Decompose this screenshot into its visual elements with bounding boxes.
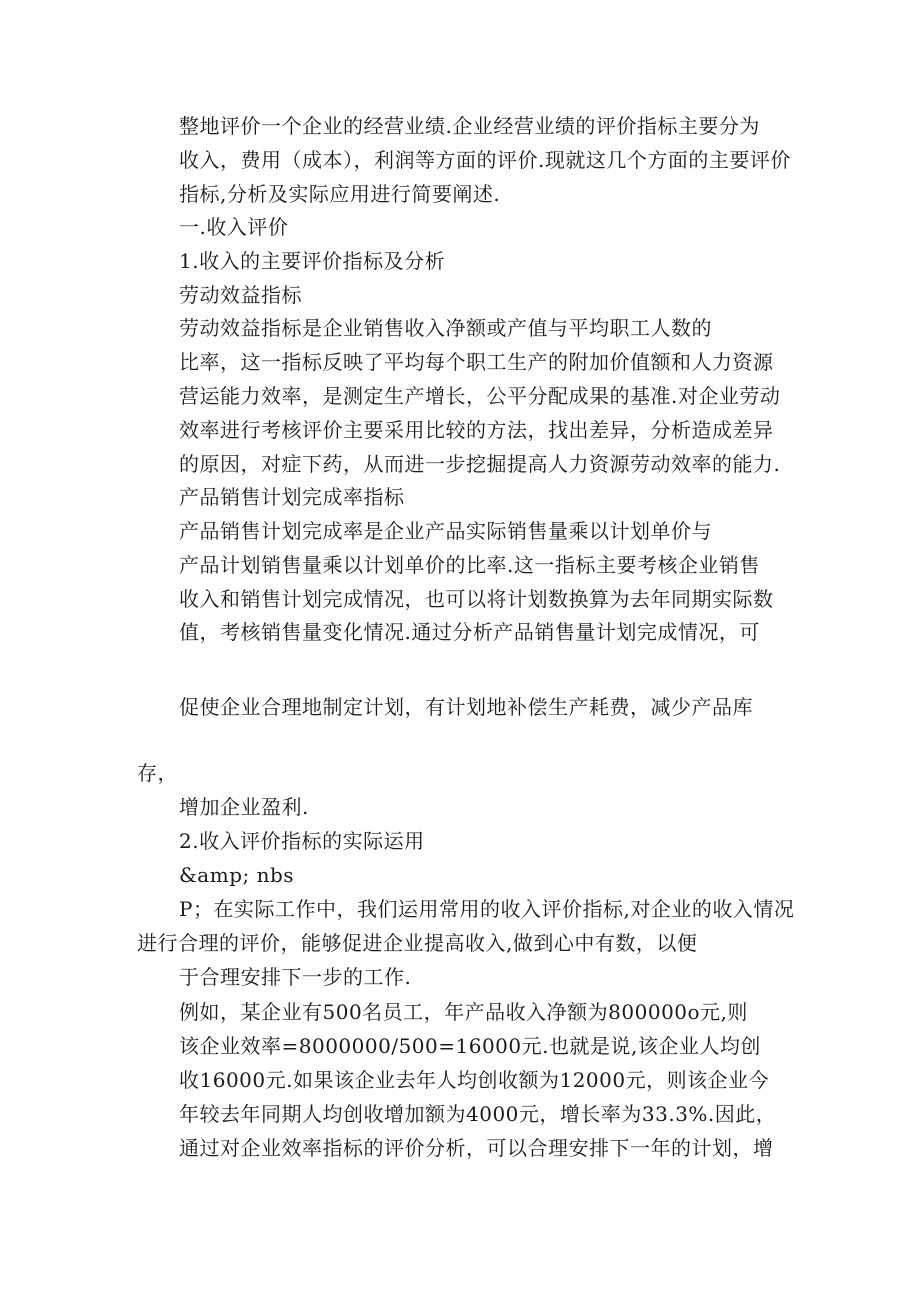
- subsection-heading: 1.收入的主要评价指标及分析: [179, 249, 446, 273]
- text-line: 产品计划销售量乘以计划单价的比率.这一指标主要考核企业销售: [179, 553, 760, 577]
- text-line: 促使企业合理地制定计划，有计划地补偿生产耗费，减少产品库: [179, 695, 753, 719]
- text-line: 通过对企业效率指标的评价分析，可以合理安排下一年的计划，增: [179, 1136, 774, 1160]
- text-line: 产品销售计划完成率是企业产品实际销售量乘以计划单价与: [179, 519, 712, 543]
- section-heading: 一.收入评价: [179, 215, 289, 239]
- text-line: 该企业效率=8000000/500=16000元.也就是说,该企业人均创: [179, 1034, 761, 1058]
- indicator-heading: 劳动效益指标: [179, 283, 302, 307]
- text-line: 收入，费用（成本），利润等方面的评价.现就这几个方面的主要评价: [179, 148, 791, 172]
- text-line: 指标,分析及实际应用进行简要阐述.: [179, 182, 501, 206]
- text-line: P；在实际工作中，我们运用常用的收入评价指标,对企业的收入情况: [179, 897, 795, 921]
- subsection-heading: 2.收入评价指标的实际运用: [179, 829, 425, 853]
- text-line: 收入和销售计划完成情况，也可以将计划数换算为去年同期实际数: [179, 587, 774, 611]
- text-line: 比率，这一指标反映了平均每个职工生产的附加价值额和人力资源: [179, 350, 774, 374]
- text-line: &amp; nbs: [179, 863, 295, 887]
- text-line: 劳动效益指标是企业销售收入净额或产值与平均职工人数的: [179, 316, 712, 340]
- text-line: 值，考核销售量变化情况.通过分析产品销售量计划完成情况，可: [179, 620, 760, 644]
- text-line: 增加企业盈利.: [179, 795, 309, 819]
- text-line: 收16000元.如果该企业去年人均创收额为12000元，则该企业今: [179, 1068, 770, 1092]
- text-line: 的原因，对症下药，从而进一步挖掘提高人力资源劳动效率的能力.: [179, 452, 781, 476]
- text-line: 营运能力效率，是测定生产增长，公平分配成果的基准.对企业劳动: [179, 384, 781, 408]
- indicator-heading: 产品销售计划完成率指标: [179, 485, 405, 509]
- text-line: 于合理安排下一步的工作.: [179, 965, 412, 989]
- text-line: 年较去年同期人均创收增加额为4000元，增长率为33.3%.因此，: [179, 1102, 777, 1126]
- text-line: 例如，某企业有500名员工，年产品收入净额为800000o元,则: [179, 1000, 748, 1024]
- text-line: 存，: [137, 761, 178, 785]
- text-line: 进行合理的评价，能够促进企业提高收入,做到心中有数，以便: [137, 931, 698, 955]
- text-line: 整地评价一个企业的经营业绩.企业经营业绩的评价指标主要分为: [179, 114, 760, 138]
- text-line: 效率进行考核评价主要采用比较的方法，找出差异，分析造成差异: [179, 418, 774, 442]
